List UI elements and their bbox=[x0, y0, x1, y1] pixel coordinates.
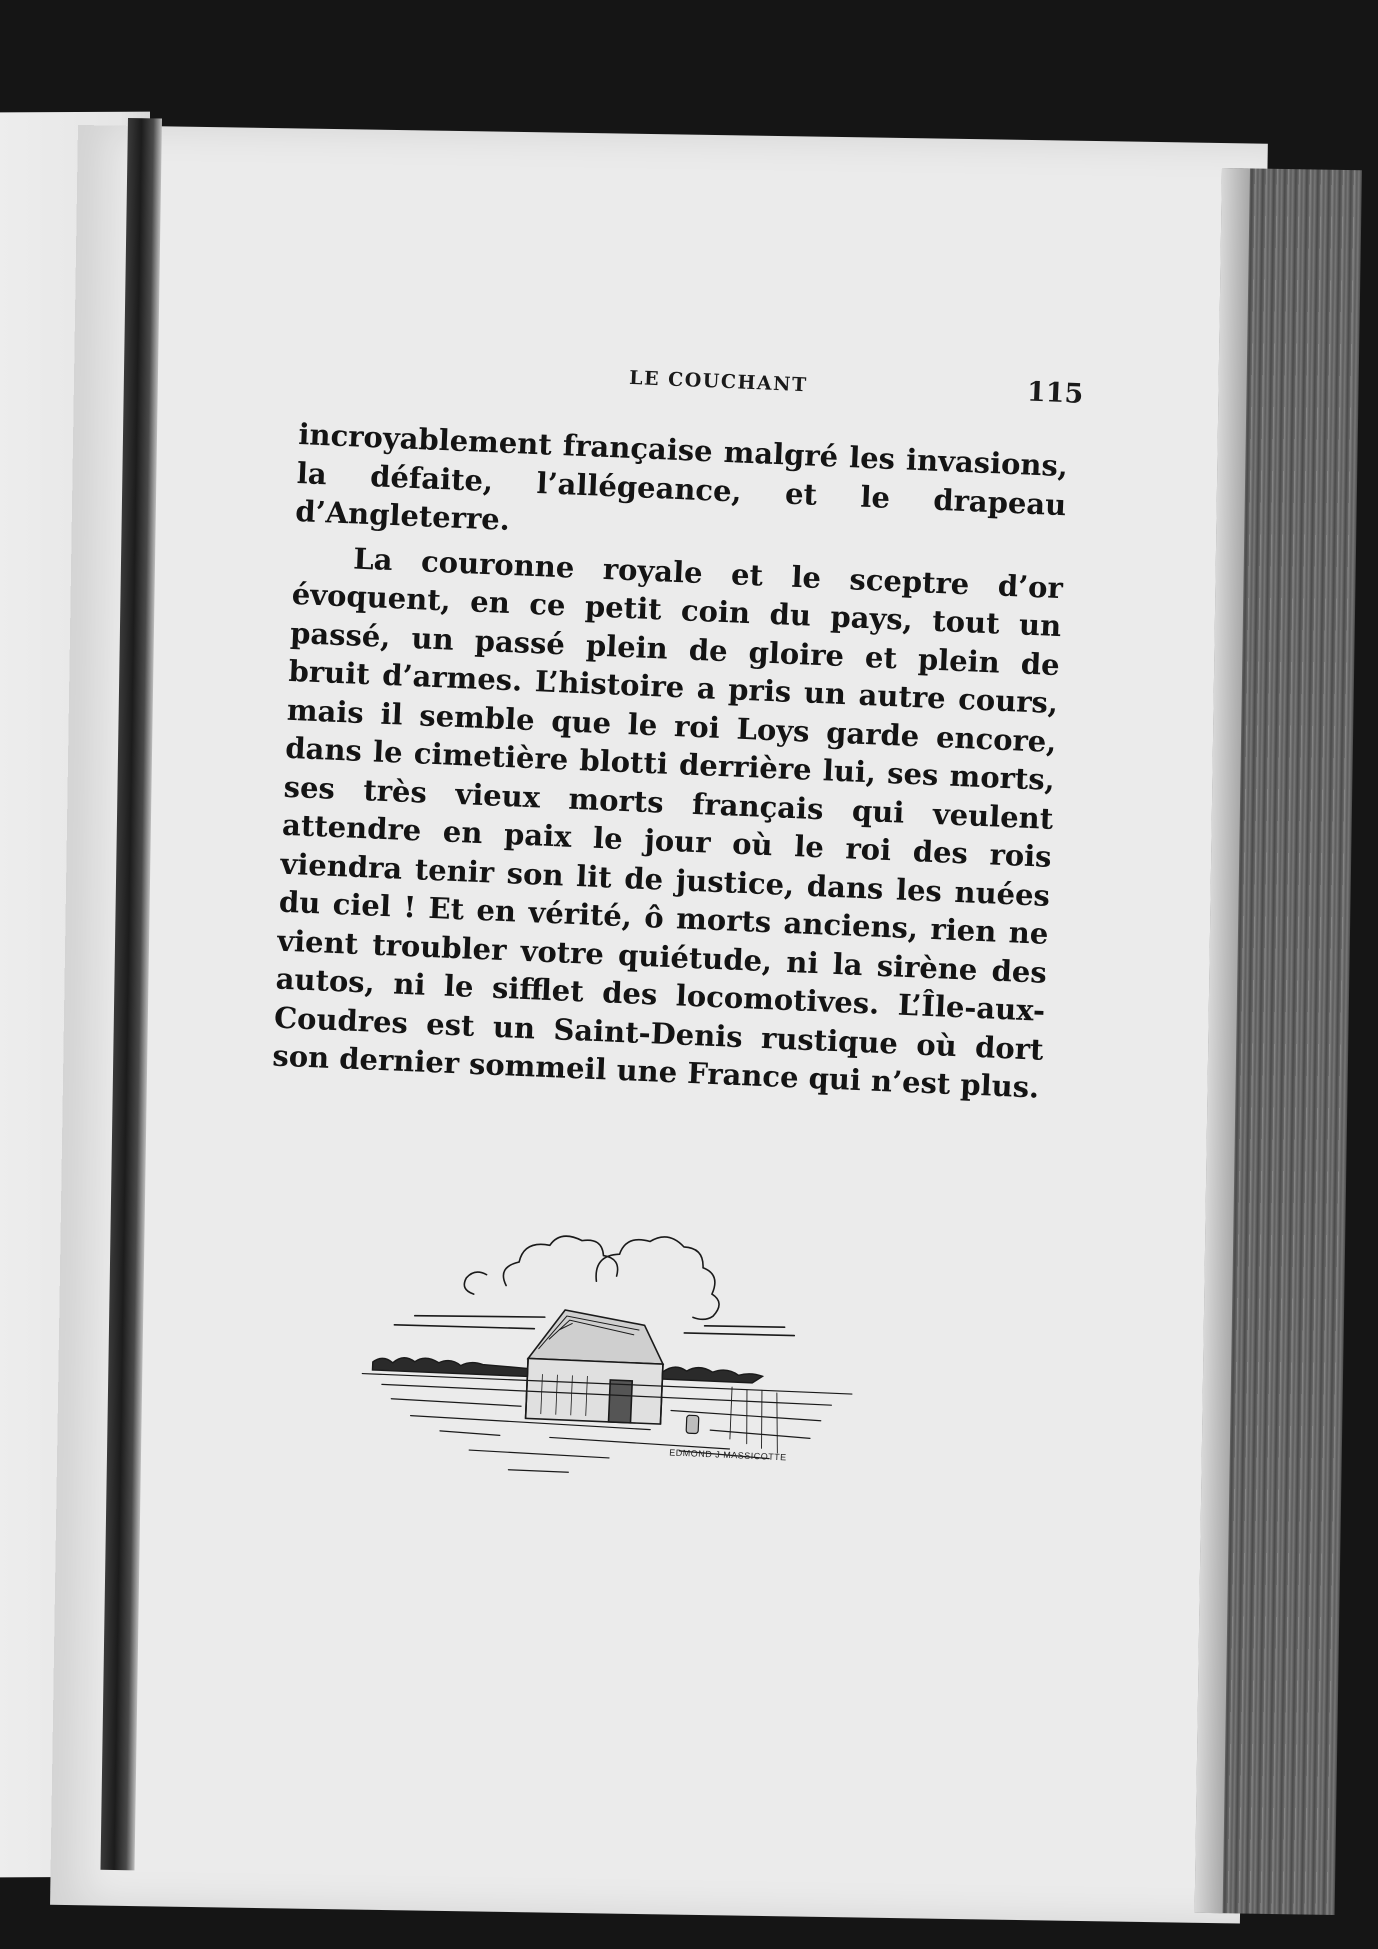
barn bbox=[526, 1309, 665, 1425]
page-number: 115 bbox=[1026, 376, 1084, 410]
body-text bbox=[272, 415, 1069, 1107]
running-head: LE COUCHANT bbox=[628, 366, 809, 397]
barn-landscape-image bbox=[348, 1201, 879, 1493]
artist-signature: EDMOND J MASSICOTTE bbox=[669, 1447, 787, 1463]
barrel bbox=[686, 1415, 699, 1433]
paragraph-2: La couronne royale et le sceptre d’or évoquent, en ce petit coin du pays, tout un passé, un passé plein de gloire et plein de bruit d’armes. L’histoire a pris un autre cours, mais il semble que le roi Loys garde encore, dans le cimetière blotti derrière lui, ses morts, ses très vieux morts français qui veulent attendre en paix le jour où le roi des rois viendra tenir son lit de justice, dans les nuées du ciel ! Et en vérité, ô morts anciens, rien ne vient troubler votre quiétude, ni la sirène des autos, ni le sifflet des locomotives. L’Île-aux-Coudres est un Saint-Denis rustique où dort son dernier sommeil une France qui n’est plus. bbox=[271, 540, 1064, 1105]
cloud-right bbox=[594, 1234, 721, 1320]
cloud-left bbox=[503, 1234, 619, 1291]
barn-illustration bbox=[348, 1201, 879, 1493]
paragraph-1: incroyablement française malgré les invasions, la défaite, l’allégeance, et le drapeau d’Angleterre. bbox=[294, 417, 1069, 537]
